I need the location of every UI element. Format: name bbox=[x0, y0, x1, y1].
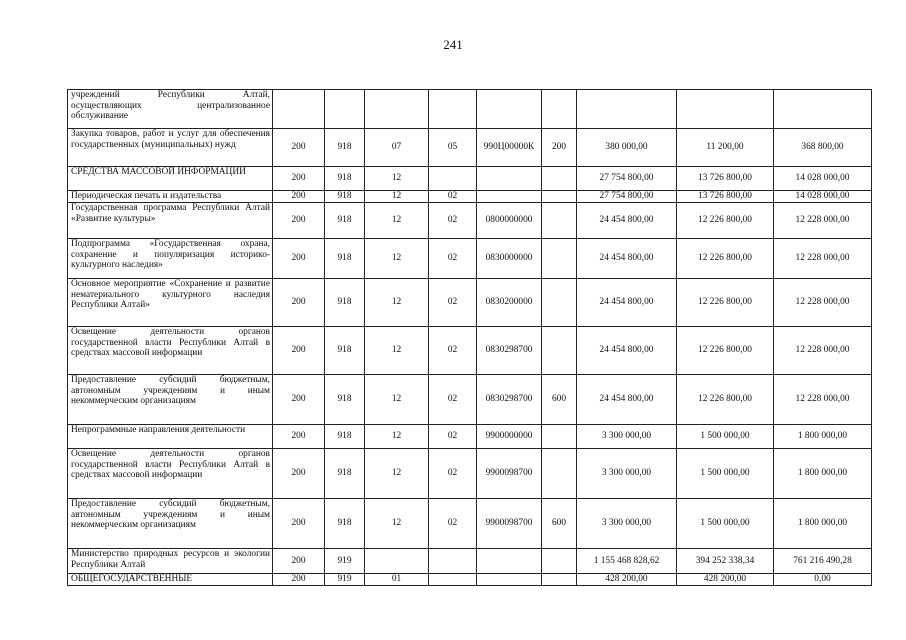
table-row bbox=[68, 90, 872, 129]
cell-vr bbox=[542, 167, 577, 191]
cell-vr bbox=[542, 327, 577, 375]
cell-year3: 12 228 000,00 bbox=[774, 239, 872, 279]
cell-pr: 05 bbox=[429, 129, 477, 167]
row-name: Предоставление субсидий бюджетным, автономным учреждениям и иным некоммерческим организациям bbox=[68, 375, 273, 425]
cell-year3: 1 800 000,00 bbox=[774, 499, 872, 549]
cell-year1: 27 754 800,00 bbox=[577, 191, 677, 203]
cell-adm: 200 bbox=[273, 191, 325, 203]
cell-vr bbox=[542, 425, 577, 449]
cell-vr: 600 bbox=[542, 499, 577, 549]
cell-csr: 0830298700 bbox=[477, 327, 542, 375]
cell-vr bbox=[542, 191, 577, 203]
cell-adm: 200 bbox=[273, 449, 325, 499]
row-name: Закупка товаров, работ и услуг для обеспечения государственных (муниципальных) нужд bbox=[68, 129, 273, 167]
table-row bbox=[68, 327, 872, 375]
table-row bbox=[68, 449, 872, 499]
table-row bbox=[68, 425, 872, 449]
cell-year3: 12 228 000,00 bbox=[774, 327, 872, 375]
cell-year3: 761 216 490,28 bbox=[774, 549, 872, 574]
cell-year1 bbox=[577, 90, 677, 129]
cell-rz: 12 bbox=[365, 499, 429, 549]
cell-pr: 02 bbox=[429, 203, 477, 239]
cell-ved: 918 bbox=[325, 449, 365, 499]
cell-rz: 12 bbox=[365, 449, 429, 499]
cell-csr bbox=[477, 549, 542, 574]
table-row bbox=[68, 167, 872, 191]
cell-year1: 428 200,00 bbox=[577, 574, 677, 586]
cell-ved: 918 bbox=[325, 167, 365, 191]
table-row bbox=[68, 129, 872, 167]
cell-adm: 200 bbox=[273, 129, 325, 167]
cell-year3: 12 228 000,00 bbox=[774, 203, 872, 239]
row-name: учреждений Республики Алтай, осуществляющих централизованное обслуживание bbox=[68, 90, 273, 129]
table-row bbox=[68, 203, 872, 239]
row-name: Министерство природных ресурсов и экологии Республики Алтай bbox=[68, 549, 273, 574]
cell-csr bbox=[477, 574, 542, 586]
cell-year2 bbox=[677, 90, 774, 129]
cell-pr: 02 bbox=[429, 449, 477, 499]
cell-year1: 24 454 800,00 bbox=[577, 239, 677, 279]
table-row bbox=[68, 375, 872, 425]
cell-rz: 12 bbox=[365, 279, 429, 327]
cell-pr: 02 bbox=[429, 327, 477, 375]
cell-year1: 3 300 000,00 bbox=[577, 425, 677, 449]
table-row bbox=[68, 549, 872, 574]
cell-adm: 200 bbox=[273, 425, 325, 449]
table-row bbox=[68, 239, 872, 279]
table-row bbox=[68, 191, 872, 203]
cell-year1: 380 000,00 bbox=[577, 129, 677, 167]
cell-csr: 9900098700 bbox=[477, 449, 542, 499]
cell-rz bbox=[365, 90, 429, 129]
cell-year3 bbox=[774, 90, 872, 129]
cell-pr: 02 bbox=[429, 239, 477, 279]
cell-year2: 428 200,00 bbox=[677, 574, 774, 586]
cell-rz: 12 bbox=[365, 375, 429, 425]
cell-pr: 02 bbox=[429, 499, 477, 549]
cell-year1: 24 454 800,00 bbox=[577, 327, 677, 375]
row-name: Непрограммные направления деятельности bbox=[68, 425, 273, 449]
cell-year2: 11 200,00 bbox=[677, 129, 774, 167]
cell-adm: 200 bbox=[273, 167, 325, 191]
row-name: Основное мероприятие «Сохранение и развитие нематериального культурного наследия Республики Алтай» bbox=[68, 279, 273, 327]
page-number: 241 bbox=[443, 37, 463, 52]
cell-pr: 02 bbox=[429, 375, 477, 425]
cell-adm: 200 bbox=[273, 499, 325, 549]
cell-pr bbox=[429, 549, 477, 574]
cell-year1: 1 155 468 828,62 bbox=[577, 549, 677, 574]
budget-table bbox=[67, 89, 872, 586]
cell-vr bbox=[542, 449, 577, 499]
cell-pr: 02 bbox=[429, 425, 477, 449]
cell-year2: 12 226 800,00 bbox=[677, 203, 774, 239]
cell-vr bbox=[542, 90, 577, 129]
table-row bbox=[68, 279, 872, 327]
cell-rz: 12 bbox=[365, 203, 429, 239]
cell-csr: 0830200000 bbox=[477, 279, 542, 327]
cell-rz: 07 bbox=[365, 129, 429, 167]
cell-ved: 918 bbox=[325, 375, 365, 425]
cell-csr: 0830298700 bbox=[477, 375, 542, 425]
cell-year1: 24 454 800,00 bbox=[577, 279, 677, 327]
cell-ved: 918 bbox=[325, 203, 365, 239]
row-name: СРЕДСТВА МАССОВОЙ ИНФОРМАЦИИ bbox=[68, 167, 273, 191]
cell-vr bbox=[542, 239, 577, 279]
cell-year3: 14 028 000,00 bbox=[774, 191, 872, 203]
cell-adm: 200 bbox=[273, 549, 325, 574]
cell-ved bbox=[325, 90, 365, 129]
row-name: Освещение деятельности органов государственной власти Республики Алтай в средствах массовой информации bbox=[68, 449, 273, 499]
cell-rz: 01 bbox=[365, 574, 429, 586]
cell-pr bbox=[429, 167, 477, 191]
cell-rz: 12 bbox=[365, 239, 429, 279]
cell-year3: 14 028 000,00 bbox=[774, 167, 872, 191]
cell-vr bbox=[542, 203, 577, 239]
cell-ved: 919 bbox=[325, 549, 365, 574]
cell-year1: 3 300 000,00 bbox=[577, 449, 677, 499]
cell-ved: 918 bbox=[325, 425, 365, 449]
cell-vr: 600 bbox=[542, 375, 577, 425]
cell-year1: 3 300 000,00 bbox=[577, 499, 677, 549]
cell-year2: 1 500 000,00 bbox=[677, 425, 774, 449]
cell-csr: 9900098700 bbox=[477, 499, 542, 549]
cell-rz bbox=[365, 549, 429, 574]
cell-year2: 1 500 000,00 bbox=[677, 499, 774, 549]
row-name: Предоставление субсидий бюджетным, автономным учреждениям и иным некоммерческим организациям bbox=[68, 499, 273, 549]
cell-adm: 200 bbox=[273, 574, 325, 586]
cell-vr: 200 bbox=[542, 129, 577, 167]
cell-ved: 918 bbox=[325, 499, 365, 549]
cell-csr: 9900000000 bbox=[477, 425, 542, 449]
cell-vr bbox=[542, 549, 577, 574]
cell-rz: 12 bbox=[365, 425, 429, 449]
cell-adm: 200 bbox=[273, 239, 325, 279]
row-name: Освещение деятельности органов государственной власти Республики Алтай в средствах массовой информации bbox=[68, 327, 273, 375]
cell-ved: 919 bbox=[325, 574, 365, 586]
cell-csr: 990Ц00000К bbox=[477, 129, 542, 167]
cell-vr bbox=[542, 574, 577, 586]
cell-year1: 24 454 800,00 bbox=[577, 203, 677, 239]
cell-csr: 0830000000 bbox=[477, 239, 542, 279]
cell-adm: 200 bbox=[273, 375, 325, 425]
cell-pr bbox=[429, 90, 477, 129]
row-name: Периодическая печать и издательства bbox=[68, 191, 273, 203]
cell-csr bbox=[477, 167, 542, 191]
table-row bbox=[68, 574, 872, 586]
cell-adm: 200 bbox=[273, 327, 325, 375]
cell-adm: 200 bbox=[273, 279, 325, 327]
cell-adm bbox=[273, 90, 325, 129]
cell-year3: 1 800 000,00 bbox=[774, 425, 872, 449]
cell-year2: 12 226 800,00 bbox=[677, 279, 774, 327]
row-name: ОБЩЕГОСУДАРСТВЕННЫЕ bbox=[68, 574, 273, 586]
cell-year3: 12 228 000,00 bbox=[774, 279, 872, 327]
cell-ved: 918 bbox=[325, 327, 365, 375]
cell-csr bbox=[477, 191, 542, 203]
cell-ved: 918 bbox=[325, 239, 365, 279]
row-name: Государственная программа Республики Алтай «Развитие культуры» bbox=[68, 203, 273, 239]
cell-year3: 12 228 000,00 bbox=[774, 375, 872, 425]
cell-year3: 0,00 bbox=[774, 574, 872, 586]
table-row bbox=[68, 499, 872, 549]
cell-pr: 02 bbox=[429, 191, 477, 203]
cell-year1: 27 754 800,00 bbox=[577, 167, 677, 191]
cell-year2: 1 500 000,00 bbox=[677, 449, 774, 499]
cell-pr: 02 bbox=[429, 279, 477, 327]
cell-rz: 12 bbox=[365, 191, 429, 203]
cell-year3: 368 800,00 bbox=[774, 129, 872, 167]
cell-year2: 13 726 800,00 bbox=[677, 191, 774, 203]
cell-rz: 12 bbox=[365, 167, 429, 191]
cell-year1: 24 454 800,00 bbox=[577, 375, 677, 425]
cell-rz: 12 bbox=[365, 327, 429, 375]
cell-csr bbox=[477, 90, 542, 129]
cell-ved: 918 bbox=[325, 279, 365, 327]
cell-year2: 12 226 800,00 bbox=[677, 375, 774, 425]
cell-year3: 1 800 000,00 bbox=[774, 449, 872, 499]
cell-adm: 200 bbox=[273, 203, 325, 239]
cell-pr bbox=[429, 574, 477, 586]
cell-year2: 12 226 800,00 bbox=[677, 239, 774, 279]
cell-ved: 918 bbox=[325, 191, 365, 203]
cell-vr bbox=[542, 279, 577, 327]
row-name: Подпрограмма «Государственная охрана, сохранение и популяризация историко-культурного наследия» bbox=[68, 239, 273, 279]
cell-csr: 0800000000 bbox=[477, 203, 542, 239]
cell-year2: 13 726 800,00 bbox=[677, 167, 774, 191]
cell-year2: 394 252 338,34 bbox=[677, 549, 774, 574]
cell-ved: 918 bbox=[325, 129, 365, 167]
cell-year2: 12 226 800,00 bbox=[677, 327, 774, 375]
